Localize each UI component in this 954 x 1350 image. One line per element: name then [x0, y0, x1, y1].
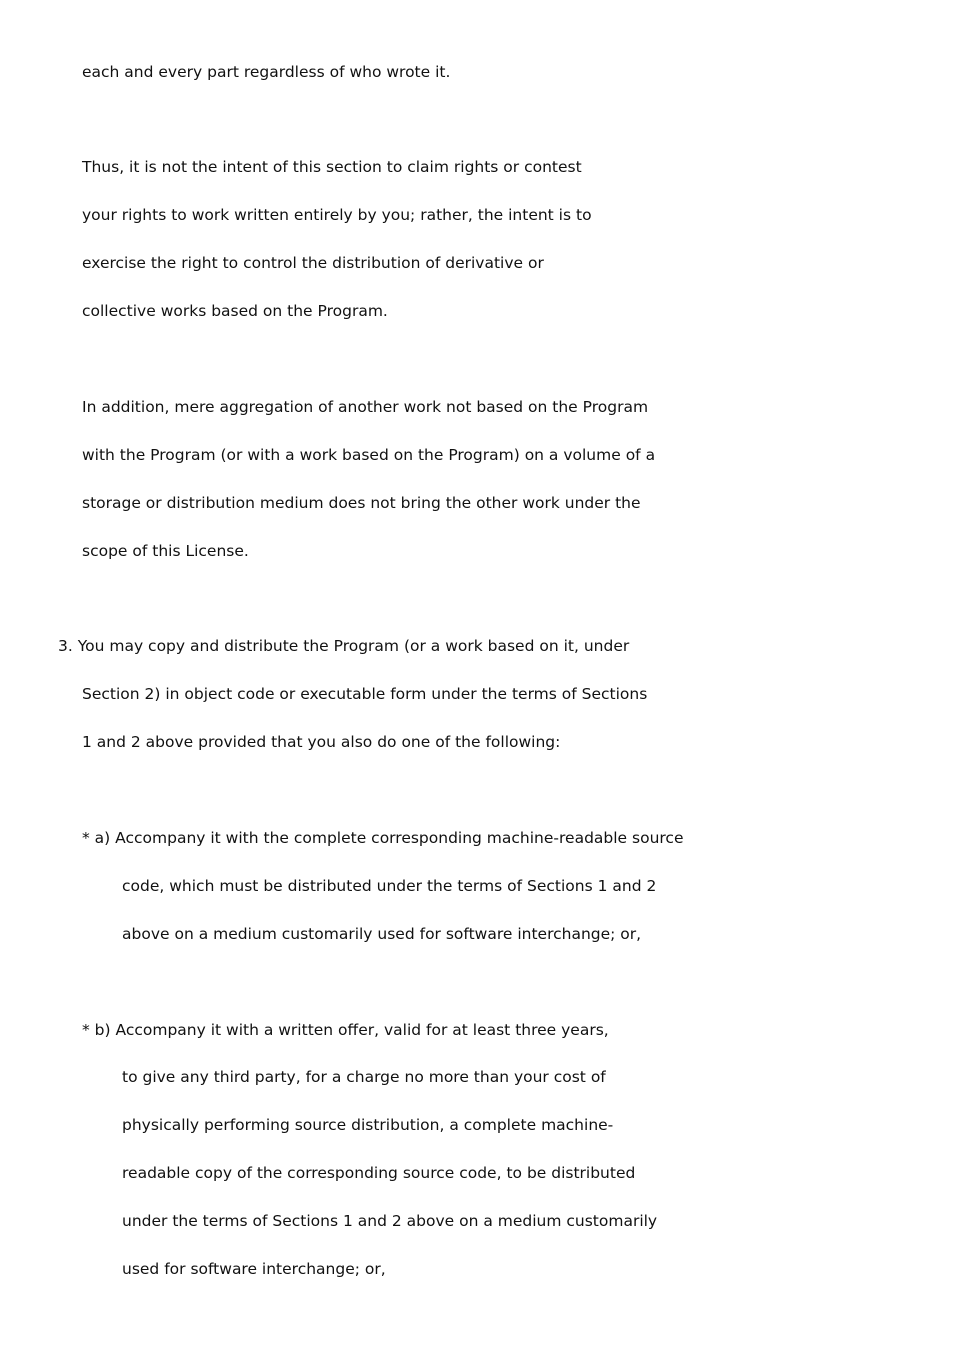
- text-line: scope of this License.: [82, 542, 249, 560]
- text-line: Section 2) in object code or executable form under the terms of Sections: [82, 685, 648, 703]
- section-heading-line: 3. You may copy and distribute the Program (or a work based on it, under: [58, 637, 630, 655]
- text-line: under the terms of Sections 1 and 2 above on a medium customarily: [122, 1212, 658, 1230]
- text-line: In addition, mere aggregation of another work not based on the Program: [82, 398, 649, 416]
- text-line: physically performing source distribution, a complete machine-: [122, 1116, 614, 1134]
- text-line: to give any third party, for a charge no more than your cost of: [122, 1068, 606, 1086]
- text-line: above on a medium customarily used for software interchange; or,: [122, 925, 642, 943]
- text-line: each and every part regardless of who wrote it.: [82, 63, 451, 81]
- text-line: with the Program (or with a work based on the Program) on a volume of a: [82, 446, 656, 464]
- text-line: storage or distribution medium does not bring the other work under the: [82, 494, 641, 512]
- list-item-line: * b) Accompany it with a written offer, valid for at least three years,: [82, 1021, 609, 1039]
- text-line: 1 and 2 above provided that you also do one of the following:: [82, 733, 561, 751]
- text-line: Thus, it is not the intent of this section to claim rights or contest: [82, 158, 582, 176]
- text-line: code, which must be distributed under the terms of Sections 1 and 2: [122, 877, 657, 895]
- text-line: used for software interchange; or,: [122, 1260, 386, 1278]
- text-line: your rights to work written entirely by you; rather, the intent is to: [82, 206, 592, 224]
- text-line: readable copy of the corresponding source code, to be distributed: [122, 1164, 636, 1182]
- text-line: collective works based on the Program.: [82, 302, 388, 320]
- list-item-line: * a) Accompany it with the complete corresponding machine-readable source: [82, 829, 684, 847]
- text-line: exercise the right to control the distribution of derivative or: [82, 254, 544, 272]
